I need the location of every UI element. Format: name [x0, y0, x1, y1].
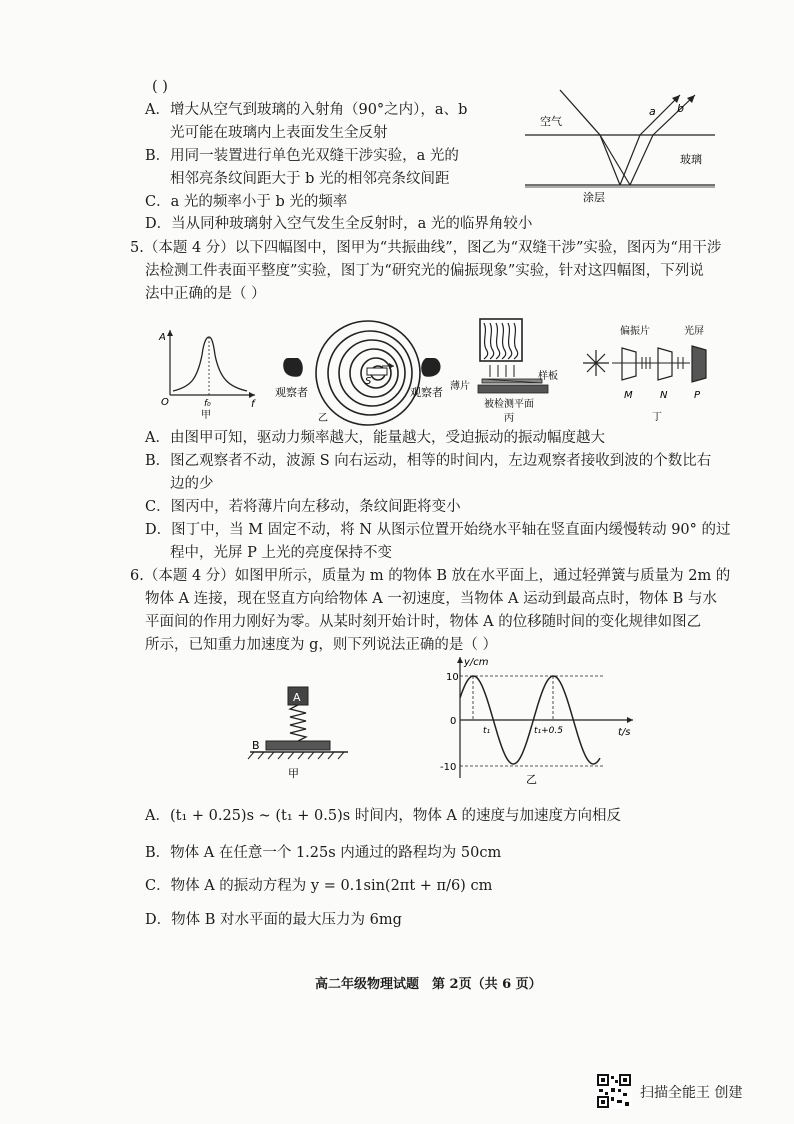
q4-fig-coating-label: 涂层 — [583, 191, 605, 204]
q6-yi-caption: 乙 — [526, 773, 537, 786]
q5-ding-caption: 丁 — [652, 412, 662, 423]
q6-figure-yi-graph — [438, 653, 638, 788]
q4-option-d: D．当从同种玻璃射入空气发生全反射时，a 光的临界角较小 — [145, 216, 533, 232]
q6-jia-block-b: B — [252, 739, 260, 752]
q4-fig-glass-label: 玻璃 — [680, 153, 702, 166]
q5-option-d-line2: 程中，光屏 P 上光的亮度保持不变 — [170, 545, 392, 561]
q5-ding-p: P — [694, 390, 701, 401]
q5-bing-thin-film: 薄片 — [450, 381, 470, 392]
q5-jia-axis-a: A — [159, 332, 166, 343]
q4-fig-air-label: 空气 — [540, 115, 562, 128]
q5-ding-polarizer: 偏振片 — [620, 326, 650, 337]
q5-option-a: A．由图甲可知，驱动力频率越大，能量越大，受迫振动的振动幅度越大 — [145, 430, 605, 446]
q5-ding-m: M — [624, 390, 633, 401]
qr-code-icon — [596, 1073, 632, 1109]
q6-yi-t1-plus: t₁+0.5 — [534, 726, 563, 736]
q5-stem-line1: 5.（本题 4 分）以下四幅图中，图甲为“共振曲线”，图乙为“双缝干涉”实验，图丙为“用干涉 — [130, 240, 722, 256]
q4-option-b-line2: 相邻亮条纹间距大于 b 光的相邻亮条纹间距 — [170, 171, 450, 187]
q4-fig-a-label: a — [649, 105, 656, 118]
q5-stem-line3: 法中正确的是（ ） — [145, 286, 266, 302]
q4-answer-paren: ( ) — [152, 79, 168, 95]
q5-yi-left-observer: 观察者 — [275, 386, 308, 399]
q4-refraction-figure — [505, 85, 720, 205]
q6-yi-top-tick: 10 — [446, 672, 459, 683]
q4-option-a-line2: 光可能在玻璃内上表面发生全反射 — [170, 125, 388, 141]
q6-stem-line4: 所示，已知重力加速度为 g，则下列说法正确的是（ ） — [145, 637, 497, 653]
q5-yi-source-s: S — [365, 376, 372, 387]
q6-stem-line2: 物体 A 连接，现在竖直方向给物体 A 一初速度，当物体 A 运动到最高点时，物体 B 与水 — [145, 591, 717, 607]
q5-option-b-line1: B．图乙观察者不动，波源 S 向右运动，相等的时间内，左边观察者接收到波的个数比右 — [145, 453, 712, 469]
q5-option-b-line2: 边的少 — [170, 476, 214, 492]
q5-figure-yi-waves — [270, 318, 455, 428]
q6-yi-ylabel: y/cm — [464, 657, 489, 668]
q6-option-c: C．物体 A 的振动方程为 y = 0.1sin(2πt + π/6) cm — [145, 878, 493, 894]
q6-option-a: A．(t₁ + 0.25)s ~ (t₁ + 0.5)s 时间内，物体 A 的速度与加速度方向相反 — [145, 808, 622, 824]
q5-jia-origin: O — [161, 397, 169, 408]
q5-yi-right-observer: 观察者 — [410, 386, 443, 399]
q6-yi-zero-tick: 0 — [450, 716, 457, 727]
q6-stem-line3: 平面间的作用力刚好为零。从某时刻开始计时，物体 A 的位移随时间的变化规律如图乙 — [145, 614, 702, 630]
q5-figure-jia-resonance — [155, 325, 260, 420]
q6-jia-block-a: A — [293, 691, 301, 704]
q6-figure-jia-spring — [240, 675, 360, 785]
q6-jia-caption: 甲 — [288, 767, 299, 780]
q5-jia-axis-f: f — [251, 399, 255, 410]
q4-fig-b-label: b — [677, 102, 684, 115]
q5-bing-caption: 丙 — [504, 413, 514, 424]
q4-option-c: C．a 光的频率小于 b 光的频率 — [145, 194, 348, 210]
q5-yi-caption: 乙 — [318, 413, 328, 424]
q6-yi-xlabel: t/s — [618, 727, 631, 738]
scanner-brand-label: 扫描全能王 创建 — [640, 1085, 743, 1101]
q5-bing-tested-surface: 被检测平面 — [484, 399, 534, 410]
q6-yi-t1: t₁ — [483, 726, 491, 736]
q5-ding-screen: 光屏 — [684, 326, 704, 337]
q5-jia-caption: 甲 — [201, 410, 211, 420]
q5-stem-line2: 法检测工件表面平整度”实验，图丁为“研究光的偏振现象”实验，针对这四幅图，下列说 — [145, 263, 704, 279]
q5-figure-ding-polarization — [580, 320, 720, 425]
q6-stem-line1: 6.（本题 4 分）如图甲所示，质量为 m 的物体 B 放在水平面上，通过轻弹簧与质量为 2m 的 — [130, 568, 731, 584]
q5-bing-sample-plate: 样板 — [538, 371, 558, 382]
q5-jia-f0: f₀ — [204, 399, 211, 409]
q5-option-c: C．图丙中，若将薄片向左移动，条纹间距将变小 — [145, 499, 461, 515]
page-footer: 高二年级物理试题 第 2页（共 6 页） — [315, 977, 542, 992]
q5-figure-bing-interference — [448, 317, 568, 427]
q6-option-d: D．物体 B 对水平面的最大压力为 6mg — [145, 912, 402, 928]
q6-yi-bottom-tick: -10 — [440, 762, 457, 773]
q4-option-b-line1: B．用同一装置进行单色光双缝干涉实验，a 光的 — [145, 148, 459, 164]
q4-option-a-line1: A．增大从空气到玻璃的入射角（90°之内），a、b — [145, 102, 468, 118]
q5-option-d-line1: D．图丁中，当 M 固定不动，将 N 从图示位置开始绕水平轴在竖直面内缓慢转动 90° 的过 — [145, 522, 731, 538]
q5-ding-n: N — [660, 390, 668, 401]
q6-option-b: B．物体 A 在任意一个 1.25s 内通过的路程均为 50cm — [145, 845, 502, 861]
